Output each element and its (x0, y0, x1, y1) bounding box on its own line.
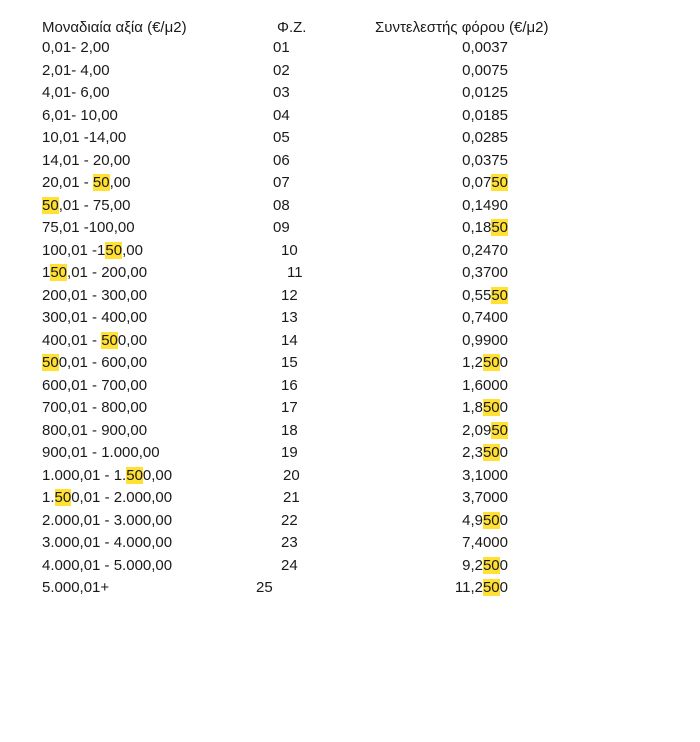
coefficient-text: 7,4000 (462, 534, 508, 551)
coefficient-text: 0,3700 (462, 264, 508, 281)
coefficient-text: 2,3 (462, 444, 483, 461)
unit-value-text: 10,01 -14,00 (42, 129, 127, 146)
unit-value-cell (42, 286, 147, 305)
coefficient-highlight: 50 (491, 219, 508, 236)
unit-value-text: 5.000,01+ (42, 579, 110, 596)
zone-cell: 21 (283, 489, 300, 506)
unit-value-cell (42, 218, 135, 237)
unit-value-cell (42, 533, 172, 552)
unit-value-text: 900,01 - 1.000,00 (42, 444, 160, 461)
coefficient-highlight: 50 (482, 399, 500, 416)
tax-coefficient-cell (462, 533, 508, 552)
coefficient-text: 0,0075 (462, 61, 508, 79)
tax-coefficient-cell (455, 578, 508, 597)
zone-cell: 01 (273, 39, 290, 56)
unit-value-highlight: 50 (50, 264, 68, 281)
unit-value-highlight: 50 (92, 174, 110, 191)
unit-value-cell (42, 556, 172, 575)
zone-cell: 18 (281, 421, 298, 439)
coefficient-text: 2,09 (462, 421, 492, 439)
coefficient-highlight: 50 (482, 579, 500, 596)
unit-value-text: 0,01 - 600,00 (58, 354, 148, 371)
coefficient-text: 0 (499, 579, 508, 596)
coefficient-text: 0,0037 (462, 39, 508, 56)
unit-value-cell (42, 578, 109, 597)
unit-value-cell (42, 128, 126, 147)
coefficient-text: 1,8 (462, 399, 483, 416)
coefficient-highlight: 50 (482, 511, 500, 529)
unit-value-text: 4,01- 6,00 (42, 84, 110, 101)
unit-value-text: 20,01 - (42, 174, 93, 191)
unit-value-cell (42, 106, 118, 125)
unit-value-text: ,00 (109, 174, 131, 191)
zone-cell: 15 (281, 354, 298, 371)
unit-value-highlight: 50 (105, 241, 123, 259)
coefficient-text: 0,07 (462, 174, 492, 191)
coefficient-text: 1,6000 (462, 376, 508, 394)
zone-cell: 13 (281, 309, 298, 326)
unit-value-cell (42, 421, 147, 440)
zone-cell: 02 (273, 61, 290, 79)
unit-value-cell (42, 83, 110, 102)
tax-coefficient-cell (462, 173, 508, 192)
zone-cell: 03 (273, 84, 290, 101)
coefficient-highlight: 50 (482, 444, 500, 461)
coefficient-text: 0 (499, 556, 508, 574)
header-unit-value: Μοναδιαία αξία (€/μ2) (42, 19, 187, 36)
unit-value-text: 300,01 - 400,00 (42, 309, 148, 326)
unit-value-cell (42, 376, 147, 395)
zone-cell: 09 (273, 219, 290, 236)
coefficient-text: 0 (499, 511, 508, 529)
zone-cell: 11 (287, 264, 303, 281)
unit-value-text: 1.000,01 - 1. (42, 466, 127, 484)
coefficient-text: 0,18 (462, 219, 492, 236)
header-tax-coefficient: Συντελεστής φόρου (€/μ2) (375, 19, 549, 36)
header-zone: Φ.Ζ. (277, 19, 307, 36)
unit-value-highlight: 50 (42, 196, 59, 214)
zone-cell: 10 (281, 241, 298, 259)
tax-coefficient-cell (462, 443, 508, 462)
unit-value-cell (42, 241, 143, 260)
coefficient-text: 9,2 (462, 556, 483, 574)
zone-cell: 22 (281, 511, 298, 529)
tax-coefficient-cell (462, 398, 508, 417)
unit-value-cell (42, 61, 110, 80)
coefficient-text: 0,0285 (462, 129, 508, 146)
tax-coefficient-cell (462, 353, 508, 372)
unit-value-text: 75,01 -100,00 (42, 219, 135, 236)
unit-value-text: 0,00 (142, 466, 173, 484)
unit-value-text: 6,01- 10,00 (42, 106, 118, 124)
coefficient-text: 3,1000 (462, 466, 508, 484)
unit-value-text: 2.000,01 - 3.000,00 (42, 511, 173, 529)
unit-value-text: 0,01 - 2.000,00 (71, 489, 173, 506)
coefficient-text: 0 (499, 444, 508, 461)
coefficient-highlight: 50 (491, 174, 508, 191)
unit-value-text: 1 (42, 264, 51, 281)
unit-value-text: 600,01 - 700,00 (42, 376, 148, 394)
tax-coefficient-cell (462, 241, 508, 260)
unit-value-cell (42, 196, 130, 215)
unit-value-highlight: 50 (101, 331, 118, 349)
unit-value-text: ,01 - 75,00 (58, 196, 131, 214)
coefficient-text: 0,0375 (462, 151, 508, 169)
zone-cell: 16 (281, 376, 298, 394)
unit-value-text: 100,01 -1 (42, 241, 106, 259)
unit-value-cell (42, 151, 130, 170)
unit-value-highlight: 50 (42, 354, 59, 371)
unit-value-highlight: 50 (54, 489, 72, 506)
unit-value-cell (42, 398, 147, 417)
coefficient-text: 0,55 (462, 286, 492, 304)
tax-coefficient-cell (462, 556, 508, 575)
zone-cell: 05 (273, 129, 290, 146)
zone-cell: 24 (281, 556, 298, 574)
tax-coefficient-cell (462, 196, 508, 215)
unit-value-text: 3.000,01 - 4.000,00 (42, 534, 173, 551)
coefficient-text: 0,0185 (462, 106, 508, 124)
coefficient-text: 0,1490 (462, 196, 508, 214)
zone-cell: 23 (281, 534, 298, 551)
unit-value-cell (42, 443, 160, 462)
coefficient-highlight: 50 (491, 421, 508, 439)
coefficient-highlight: 50 (482, 354, 500, 371)
unit-value-text: 800,01 - 900,00 (42, 421, 148, 439)
tax-coefficient-cell (462, 376, 508, 395)
unit-value-cell (42, 488, 172, 507)
tax-coefficient-cell (462, 286, 508, 305)
zone-cell: 08 (273, 196, 290, 214)
unit-value-cell (42, 173, 130, 192)
coefficient-text: 0,7400 (462, 309, 508, 326)
tax-coefficient-cell (462, 61, 508, 80)
tax-coefficient-cell (462, 106, 508, 125)
unit-value-cell (42, 38, 110, 57)
tax-coefficient-cell (462, 128, 508, 147)
unit-value-text: ,01 - 200,00 (67, 264, 148, 281)
coefficient-text: 1,2 (462, 354, 483, 371)
coefficient-text: 3,7000 (462, 489, 508, 506)
unit-value-cell (42, 353, 147, 372)
unit-value-cell (42, 263, 147, 282)
tax-coefficient-cell (462, 421, 508, 440)
zone-cell: 17 (281, 399, 298, 416)
zone-cell: 07 (273, 174, 290, 191)
tax-coefficient-cell (462, 38, 508, 57)
coefficient-text: 4,9 (462, 511, 483, 529)
unit-value-cell (42, 331, 147, 350)
unit-value-text: ,00 (122, 241, 143, 259)
tax-coefficient-cell (462, 151, 508, 170)
zone-cell: 04 (273, 106, 290, 124)
coefficient-highlight: 50 (491, 286, 508, 304)
tax-coefficient-cell (462, 511, 508, 530)
zone-cell: 19 (281, 444, 298, 461)
unit-value-text: 200,01 - 300,00 (42, 286, 148, 304)
coefficient-text: 0 (499, 399, 508, 416)
tax-coefficient-cell (462, 488, 508, 507)
unit-value-text: 0,00 (117, 331, 148, 349)
tax-coefficient-cell (462, 308, 508, 327)
unit-value-cell (42, 308, 147, 327)
tax-coefficient-cell (462, 466, 508, 485)
coefficient-text: 0 (499, 354, 508, 371)
unit-value-text: 4.000,01 - 5.000,00 (42, 556, 173, 574)
unit-value-text: 1. (42, 489, 55, 506)
tax-coefficient-cell (462, 83, 508, 102)
unit-value-text: 0,01- 2,00 (42, 39, 110, 56)
zone-cell: 20 (283, 466, 300, 484)
zone-cell: 12 (281, 286, 298, 304)
unit-value-text: 14,01 - 20,00 (42, 151, 131, 169)
tax-coefficient-cell (462, 218, 508, 237)
zone-cell: 06 (273, 151, 290, 169)
coefficient-text: 0,0125 (462, 84, 508, 101)
unit-value-text: 2,01- 4,00 (42, 61, 110, 79)
coefficient-text: 0,9900 (462, 331, 508, 349)
unit-value-text: 400,01 - (42, 331, 102, 349)
coefficient-text: 11,2 (454, 579, 483, 596)
unit-value-cell (42, 466, 172, 485)
tax-coefficient-cell (462, 263, 508, 282)
zone-cell: 14 (281, 331, 298, 349)
unit-value-cell (42, 511, 172, 530)
coefficient-text: 0,2470 (462, 241, 508, 259)
unit-value-highlight: 50 (126, 466, 143, 484)
coefficient-highlight: 50 (482, 556, 500, 574)
unit-value-text: 700,01 - 800,00 (42, 399, 148, 416)
zone-cell: 25 (256, 579, 273, 596)
tax-coefficient-cell (462, 331, 508, 350)
